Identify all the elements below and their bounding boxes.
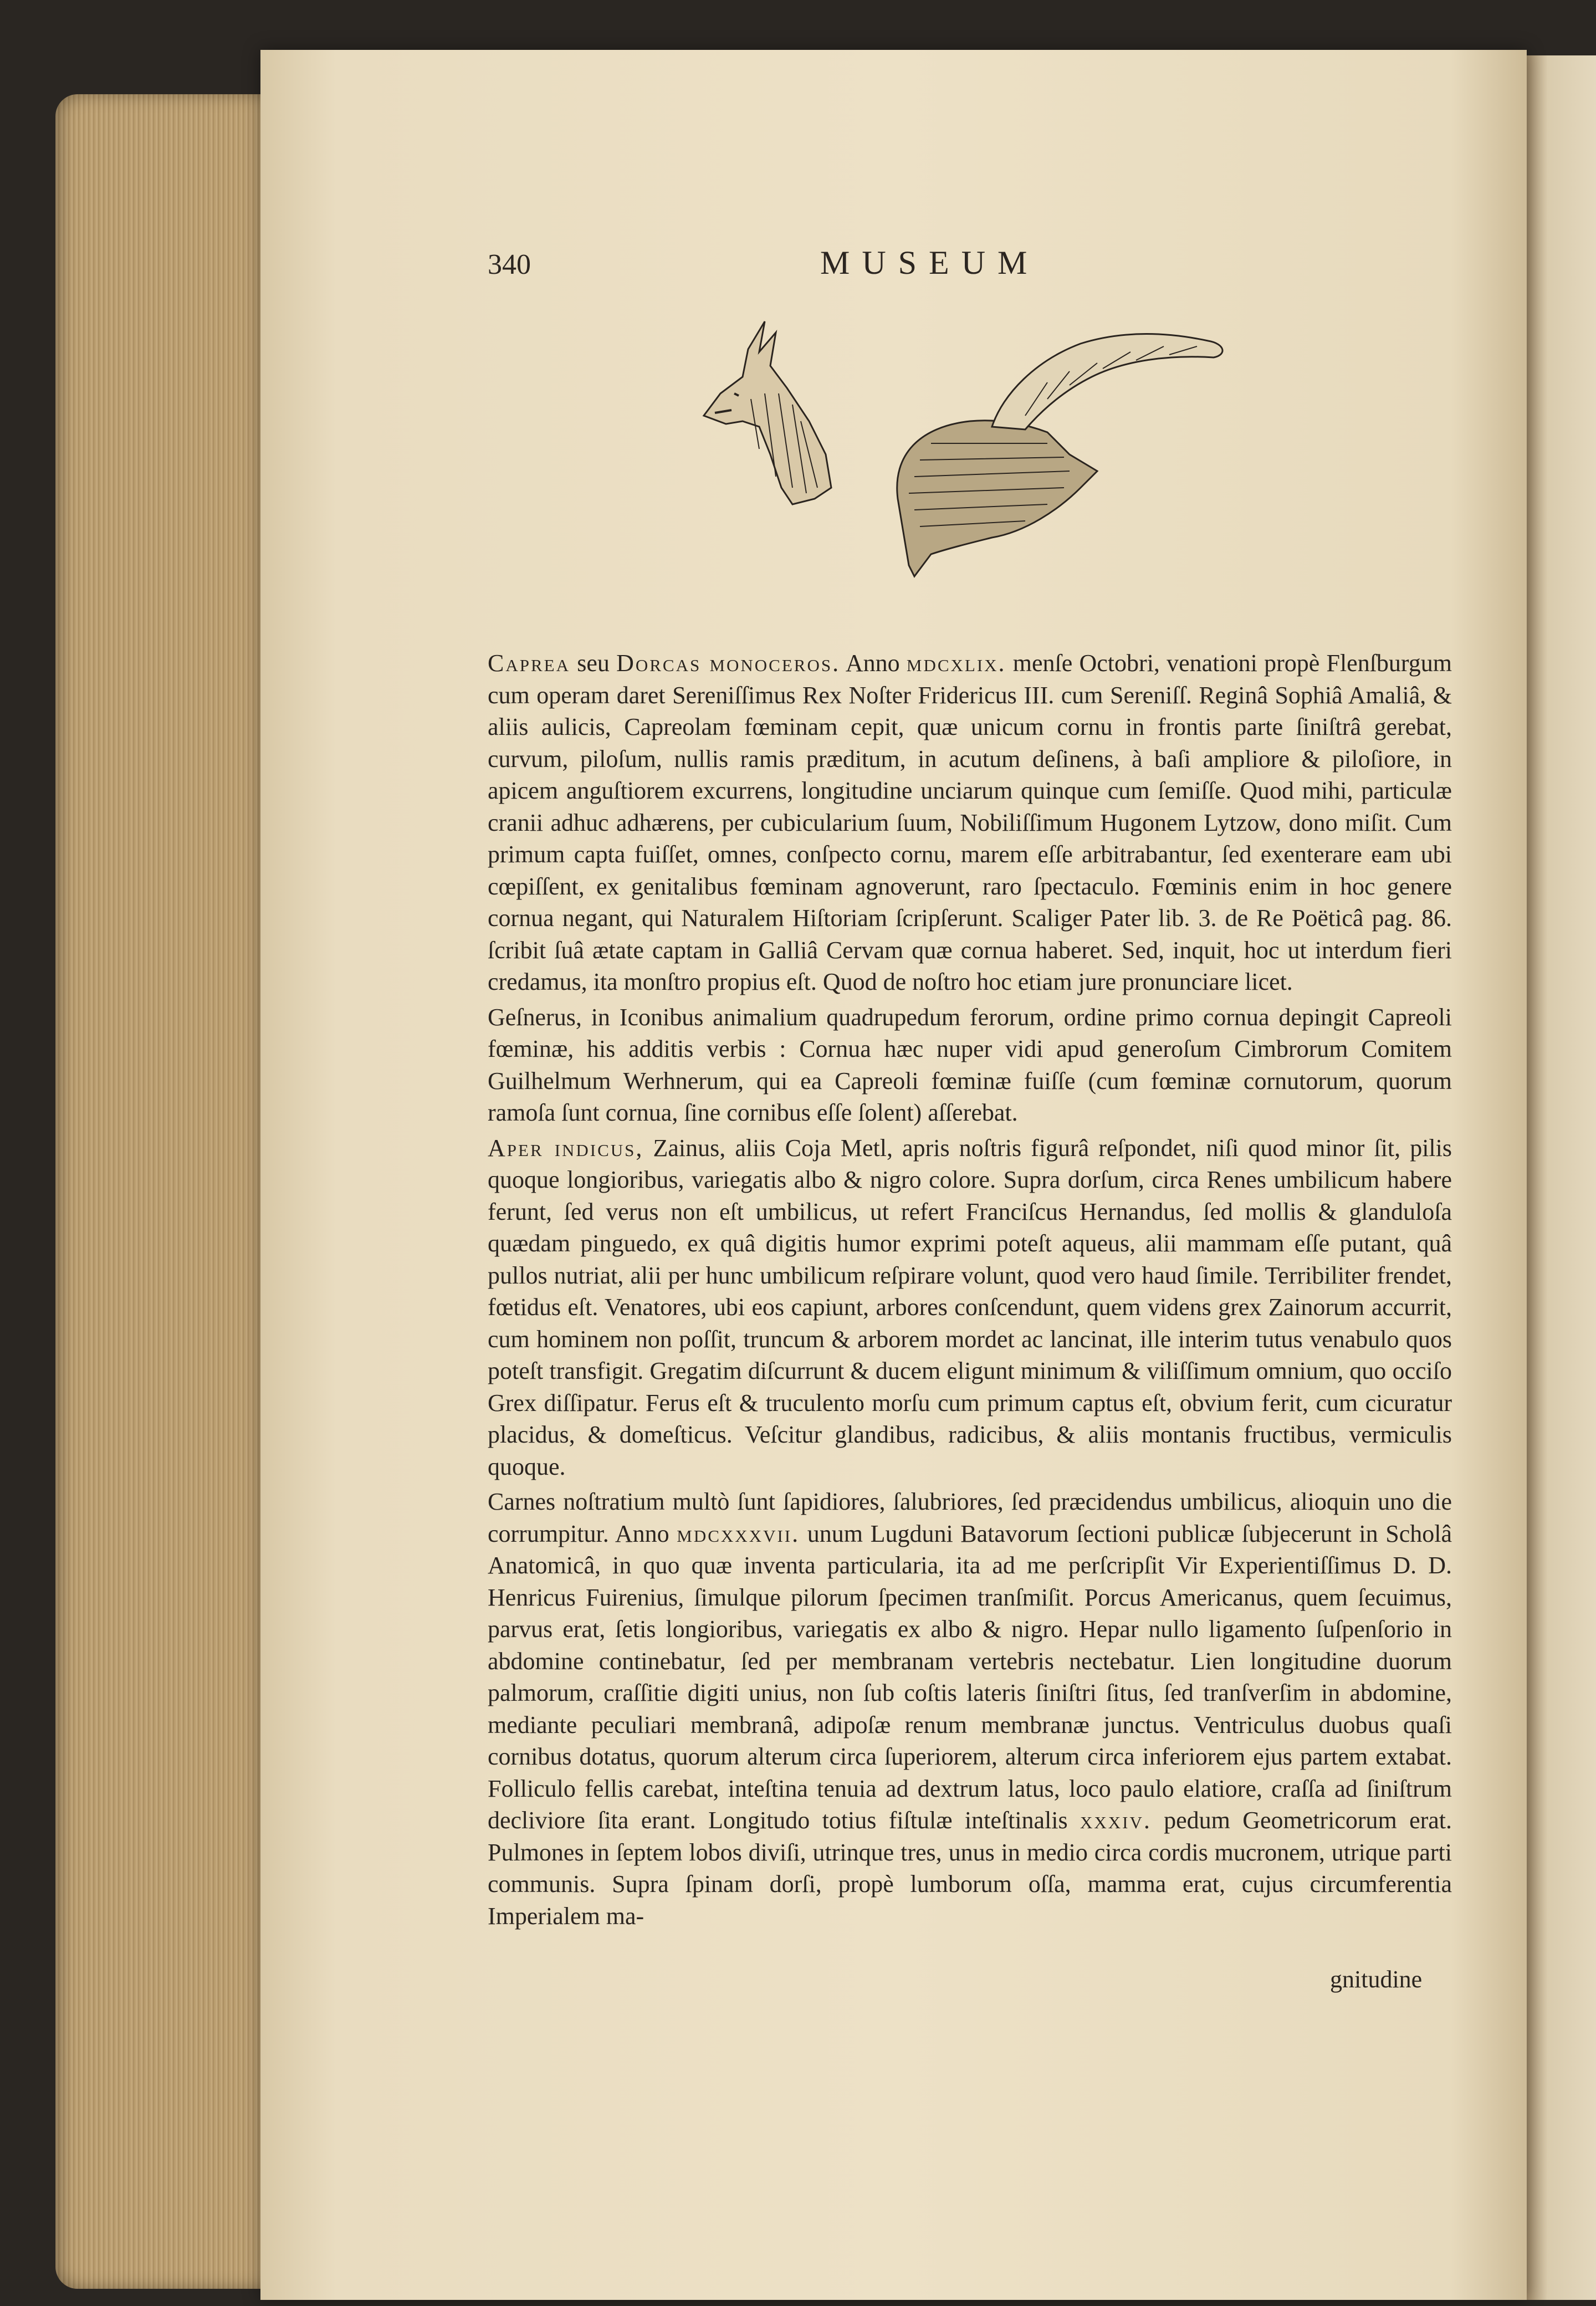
year-roman: mdcxlix. xyxy=(906,650,1006,677)
paragraph-aper xyxy=(488,1132,1452,1483)
book-edge xyxy=(55,94,288,2289)
entry-heading-caprea: Caprea xyxy=(488,650,570,677)
paragraph-body: Zainus, aliis Coja Metl, apris noſtris figurâ reſpondet, niſi quod minor ſit, pilis quoque longioribus, variegatis albo & nigro colore. Supra dorſum, circa Renes umbilicum habere ferunt, ſed verus non eſt umbilicus, ut refert Franciſcus Hernandus, ſed mollis & glanduloſa quædam pinguedo, ex quâ digitis humor exprimi poteſt aqueus, alii mammam eſſe putant, quâ pullos nutriat, alii per hunc umbilicum reſpirare volunt, quod vero haud ſimile. Terribiliter frendet, fœtidus eſt. Venatores, ubi eos capiunt, arbores conſcendunt, quem videns grex Zainorum accurrit, cum hominem non poſſit, truncum & arborem mordet ac lancinat, ille interim tutus venabulo quos poteſt transfigit. Gregatim diſcurrunt & ducem eligunt minimum & viliſſimum omnium, quo occiſo Grex diſſipatur. Ferus eſt & truculento morſu cum primum captus eſt, obvium ferit, cum cicuratur placidus, & domeſticus. Veſcitur glandibus, radicibus, & aliis montanis fructibus, vermiculis quoque. xyxy=(488,1134,1452,1480)
entry-heading-aper: Aper indicus, xyxy=(488,1134,644,1162)
paragraph-caprea xyxy=(488,647,1452,998)
length-roman: xxxiv. xyxy=(1080,1807,1152,1834)
facing-page-edge xyxy=(1527,55,1596,2300)
page-number: 340 xyxy=(488,249,531,280)
paragraph-body: Geſnerus, in Iconibus animalium quadrupedum ferorum, ordine primo cornua depingit Capreoli fœminæ, his additis verbis : Cornua hæc nuper vidi apud generoſum Cimbrorum Comitem Guilhelmum Werhnerum, qui ea Capreoli fœminæ fuiſſe (cum fœminæ cornutorum, quorum ramoſa ſunt cornua, ſine cornibus eſſe ſolent) aſſerebat. xyxy=(488,1003,1452,1126)
entry-heading-dorcas: Dorcas monoceros. xyxy=(616,650,841,677)
main-text xyxy=(488,647,1452,1932)
woodcut-illustration xyxy=(682,310,1258,599)
hide-with-tail-woodcut xyxy=(897,334,1222,577)
paragraph-body: unum Lugduni Batavorum ſectioni publicæ ſubjecerunt in Scholâ Anatomicâ, in quo quæ inventa particularia, ita ad me perſcripſit Vir Experientiſſimus D. D. Henricus Fuirenius, ſimulque pilorum ſpecimen tranſmiſit. Porcus Americanus, quem ſecuimus, parvus erat, ſetis longioribus, variegatis ex albo & nigro. Hepar nullo ligamento ſuſpenſorio in abdomine continebatur, ſed per membranam vertebris nectebatur. Lien longitudine duorum palmorum, craſſitie digiti unius, non ſub coſtis lateris ſiniſtri ſitus, ſed tranſverſim in abdomine, mediante peculiari membranâ, adipoſæ renum membranæ junctus. Ventriculus duobus quaſi cornibus dotatus, quorum alterum circa ſuperiorem, alterum circa inferiorem ejus partem extabat. Folliculo fellis carebat, inteſtina tenuia ad dextrum latus, loco paulo elatiore, craſſa ad ſiniſtrum decliviore ſita erant. Longitudo totius fiſtulæ inteſtinalis xyxy=(488,1520,1452,1834)
catchword: gnitudine xyxy=(1330,1966,1423,1993)
paragraph-body: pedum Geometricorum erat. Pulmones in ſeptem lobos diviſi, utrinque tres, unus in medio circa cordis mucronem, utrique parti communis. Supra ſpinam dorſi, propè lumborum oſſa, mamma erat, cujus circumferentia Imperialem ma- xyxy=(488,1807,1452,1930)
running-head: MUSEUM xyxy=(820,244,1040,281)
entry-heading-conjunction: seu xyxy=(577,650,610,677)
year-roman: mdcxxxvii. xyxy=(677,1520,800,1547)
paragraph-body: Carnes noſtratium multò ſunt ſapidiores, ſalubriores, ſed præcidendus umbilicus, alioquin uno die corrumpitur. Anno xyxy=(488,1488,1452,1547)
paragraph-carnes xyxy=(488,1486,1452,1932)
doe-head-woodcut xyxy=(704,321,831,504)
year-prefix: Anno xyxy=(845,650,900,677)
paragraph-gesnerus xyxy=(488,1001,1452,1129)
paragraph-body: menſe Octobri, venationi propè Flenſburgum cum operam daret Sereniſſimus Rex Noſter Fridericus III. cum Sereniſſ. Reginâ Sophiâ Amaliâ, & aliis aulicis, Capreolam fœminam cepit, quæ unicum cornu in frontis parte ſiniſtrâ gerebat, curvum, piloſum, nullis ramis præditum, in acutum deſinens, à baſi ampliore & piloſiore, in apicem anguſtiorem excurrens, longitudine unciarum quinque cum ſemiſſe. Quod mihi, particulæ cranii adhuc adhærens, per cubicularium ſuum, Nobiliſſimum Hugonem Lytzow, dono miſit. Cum primum capta fuiſſet, omnes, conſpecto cornu, marem eſſe arbitrabantur, ſed exenterare eam ubi cœpiſſent, ex genitalibus fœminam agnoverunt, raro ſpectaculo. Fœminis enim in hoc genere cornua negant, qui Naturalem Hiſtoriam ſcripſerunt. Scaliger Pater lib. 3. de Re Poëticâ pag. 86. ſcribit ſuâ ætate captam in Galliâ Cervam quæ cornua haberet. Sed, inquit, hoc ut interdum fieri credamus, ita monſtro propius eſt. Quod de noſtro hoc etiam jure pronunciare licet. xyxy=(488,650,1452,995)
